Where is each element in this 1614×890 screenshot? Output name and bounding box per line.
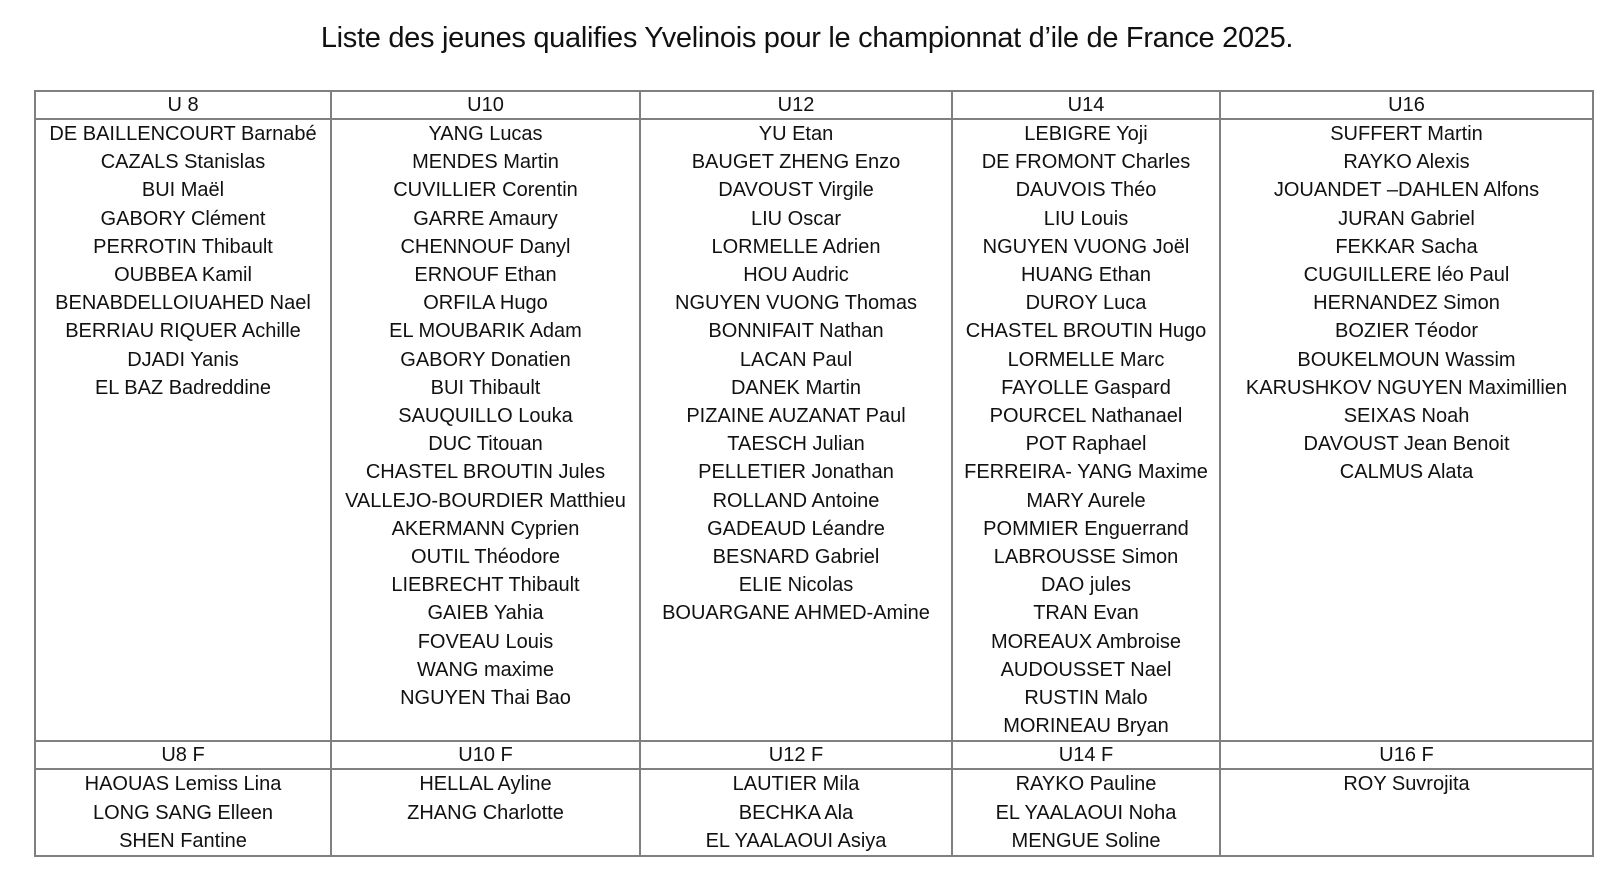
player-name: MORINEAU Bryan bbox=[1003, 715, 1169, 738]
player-name: BUI Maël bbox=[141, 179, 225, 202]
player-name: SAUQUILLO Louka bbox=[398, 405, 573, 428]
player-name: LABROUSSE Simon bbox=[993, 546, 1179, 569]
player-name: DE FROMONT Charles bbox=[981, 151, 1191, 174]
player-name: FOVEAU Louis bbox=[417, 630, 554, 653]
boys-body-row bbox=[35, 119, 1593, 741]
player-name: ELIE Nicolas bbox=[738, 574, 854, 597]
player-name: RAYKO Alexis bbox=[1343, 151, 1470, 174]
player-list-u10 bbox=[332, 120, 639, 712]
player-list-u16f bbox=[1221, 770, 1592, 798]
player-list-u10f bbox=[332, 770, 639, 826]
player-name: BAUGET ZHENG Enzo bbox=[691, 151, 901, 174]
cell-u14 bbox=[952, 119, 1220, 741]
player-name: BOUARGANE AHMED-Amine bbox=[662, 602, 930, 625]
player-name: HAOUAS Lemiss Lina bbox=[84, 773, 282, 796]
player-name: AUDOUSSET Nael bbox=[1000, 658, 1172, 681]
player-name: BESNARD Gabriel bbox=[712, 546, 880, 569]
player-name: NGUYEN VUONG Thomas bbox=[675, 292, 917, 315]
player-name: FAYOLLE Gaspard bbox=[1001, 376, 1171, 399]
player-name: FEKKAR Sacha bbox=[1335, 235, 1478, 258]
player-name: TAESCH Julian bbox=[727, 433, 865, 456]
player-name: ROY Suvrojita bbox=[1343, 773, 1470, 796]
cell-u14f bbox=[952, 769, 1220, 856]
player-name: CAZALS Stanislas bbox=[100, 151, 266, 174]
girls-header-row bbox=[35, 741, 1593, 769]
header-u10: U10 bbox=[331, 91, 640, 119]
girls-body-row bbox=[35, 769, 1593, 856]
player-name: PELLETIER Jonathan bbox=[698, 461, 894, 484]
player-name: GABORY Clément bbox=[100, 207, 266, 230]
player-name: DAVOUST Jean Benoit bbox=[1303, 433, 1510, 456]
player-name: OUTIL Théodore bbox=[411, 546, 560, 569]
document-title: Liste des jeunes qualifies Yvelinois pour le championnat d’ile de France 2025. bbox=[320, 22, 1294, 54]
header-u8: U 8 bbox=[35, 91, 331, 119]
player-name: PERROTIN Thibault bbox=[93, 235, 273, 258]
header-u14f: U14 F bbox=[952, 741, 1220, 769]
player-name: LACAN Paul bbox=[739, 348, 853, 371]
player-name: CHASTEL BROUTIN Jules bbox=[365, 461, 606, 484]
player-list-u12 bbox=[641, 120, 951, 628]
player-name: GADEAUD Léandre bbox=[707, 517, 885, 540]
header-u16: U16 bbox=[1220, 91, 1593, 119]
player-name: MENGUE Soline bbox=[1011, 829, 1161, 852]
player-list-u16 bbox=[1221, 120, 1592, 487]
cell-u10f bbox=[331, 769, 640, 856]
qualified-players-table bbox=[34, 90, 1594, 857]
player-name: LORMELLE Marc bbox=[1007, 348, 1165, 371]
player-list-u12f bbox=[641, 770, 951, 855]
player-name: NGUYEN Thai Bao bbox=[400, 687, 571, 710]
player-name: SUFFERT Martin bbox=[1330, 123, 1483, 145]
player-name: ERNOUF Ethan bbox=[414, 264, 557, 287]
player-name: JOUANDET –DAHLEN Alfons bbox=[1273, 179, 1540, 202]
cell-u8f bbox=[35, 769, 331, 856]
player-name: LORMELLE Adrien bbox=[711, 235, 881, 258]
player-name: SHEN Fantine bbox=[119, 829, 247, 852]
player-name: LAUTIER Mila bbox=[732, 773, 860, 796]
player-name: ORFILA Hugo bbox=[423, 292, 548, 315]
player-name: VALLEJO-BOURDIER Matthieu bbox=[345, 489, 626, 512]
player-name: EL YAALAOUI Noha bbox=[995, 801, 1177, 824]
player-name: PIZAINE AUZANAT Paul bbox=[686, 405, 906, 428]
player-list-u14f bbox=[953, 770, 1219, 855]
player-name: MENDES Martin bbox=[412, 151, 559, 174]
player-name: DAUVOIS Théo bbox=[1015, 179, 1157, 202]
player-name: DAO jules bbox=[1040, 574, 1132, 597]
player-name: NGUYEN VUONG Joël bbox=[982, 235, 1190, 258]
player-name: POT Raphael bbox=[1025, 433, 1147, 456]
player-name: HOU Audric bbox=[743, 264, 849, 287]
player-name: ZHANG Charlotte bbox=[407, 801, 564, 824]
player-name: YANG Lucas bbox=[428, 123, 543, 145]
player-list-u8f bbox=[36, 770, 330, 855]
player-name: BECHKA Ala bbox=[738, 801, 854, 824]
player-name: DE BAILLENCOURT Barnabé bbox=[49, 123, 317, 145]
player-name: RAYKO Pauline bbox=[1015, 773, 1157, 796]
player-name: OUBBEA Kamil bbox=[114, 264, 252, 287]
player-name: SEIXAS Noah bbox=[1343, 405, 1470, 428]
player-name: LIU Oscar bbox=[750, 207, 842, 230]
player-name: AKERMANN Cyprien bbox=[391, 517, 580, 540]
player-name: CUVILLIER Corentin bbox=[393, 179, 578, 202]
player-name: CALMUS Alata bbox=[1339, 461, 1474, 484]
player-name: BOUKELMOUN Wassim bbox=[1297, 348, 1516, 371]
player-name: HELLAL Ayline bbox=[419, 773, 552, 796]
player-name: BONNIFAIT Nathan bbox=[708, 320, 884, 343]
player-name: EL YAALAOUI Asiya bbox=[705, 829, 887, 852]
player-name: DANEK Martin bbox=[730, 376, 862, 399]
player-name: DUC Titouan bbox=[428, 433, 543, 456]
player-name: EL MOUBARIK Adam bbox=[389, 320, 582, 343]
player-name: BOZIER Téodor bbox=[1334, 320, 1479, 343]
player-name: POMMIER Enguerrand bbox=[983, 517, 1189, 540]
player-name: LIEBRECHT Thibault bbox=[391, 574, 580, 597]
player-name: TRAN Evan bbox=[1033, 602, 1139, 625]
cell-u8 bbox=[35, 119, 331, 741]
player-name: BENABDELLOIUAHED Nael bbox=[55, 292, 311, 315]
header-u8f: U8 F bbox=[35, 741, 331, 769]
player-list-u14 bbox=[953, 120, 1219, 740]
player-name: BERRIAU RIQUER Achille bbox=[65, 320, 301, 343]
player-name: YU Etan bbox=[758, 123, 834, 145]
cell-u10 bbox=[331, 119, 640, 741]
player-name: LONG SANG Elleen bbox=[92, 801, 274, 824]
player-name: GABORY Donatien bbox=[400, 348, 571, 371]
player-name: POURCEL Nathanael bbox=[989, 405, 1183, 428]
header-u10f: U10 F bbox=[331, 741, 640, 769]
player-name: ROLLAND Antoine bbox=[712, 489, 880, 512]
player-name: DAVOUST Virgile bbox=[718, 179, 874, 202]
player-name: BUI Thibault bbox=[430, 376, 541, 399]
player-name: EL BAZ Badreddine bbox=[94, 376, 272, 399]
player-name: CUGUILLERE léo Paul bbox=[1303, 264, 1510, 287]
boys-header-row bbox=[35, 91, 1593, 119]
player-name: MARY Aurele bbox=[1026, 489, 1146, 512]
player-name: CHASTEL BROUTIN Hugo bbox=[965, 320, 1207, 343]
header-u16f: U16 F bbox=[1220, 741, 1593, 769]
cell-u16f bbox=[1220, 769, 1593, 856]
cell-u12 bbox=[640, 119, 952, 741]
player-name: GARRE Amaury bbox=[413, 207, 558, 230]
player-name: LEBIGRE Yoji bbox=[1024, 123, 1148, 145]
player-name: DJADI Yanis bbox=[127, 348, 239, 371]
player-name: RUSTIN Malo bbox=[1024, 687, 1148, 710]
player-name: HERNANDEZ Simon bbox=[1313, 292, 1500, 315]
player-name: FERREIRA- YANG Maxime bbox=[964, 461, 1208, 484]
header-u12f: U12 F bbox=[640, 741, 952, 769]
header-u14: U14 bbox=[952, 91, 1220, 119]
player-name: KARUSHKOV NGUYEN Maximillien bbox=[1245, 376, 1568, 399]
player-name: GAIEB Yahia bbox=[427, 602, 544, 625]
player-name: HUANG Ethan bbox=[1020, 264, 1152, 287]
player-list-u8 bbox=[36, 120, 330, 402]
player-name: MOREAUX Ambroise bbox=[990, 630, 1182, 653]
player-name: LIU Louis bbox=[1043, 207, 1129, 230]
header-u12: U12 bbox=[640, 91, 952, 119]
player-name: JURAN Gabriel bbox=[1338, 207, 1475, 230]
cell-u12f bbox=[640, 769, 952, 856]
cell-u16 bbox=[1220, 119, 1593, 741]
player-name: CHENNOUF Danyl bbox=[400, 235, 571, 258]
player-name: DUROY Luca bbox=[1025, 292, 1147, 315]
player-name: WANG maxime bbox=[416, 658, 555, 681]
